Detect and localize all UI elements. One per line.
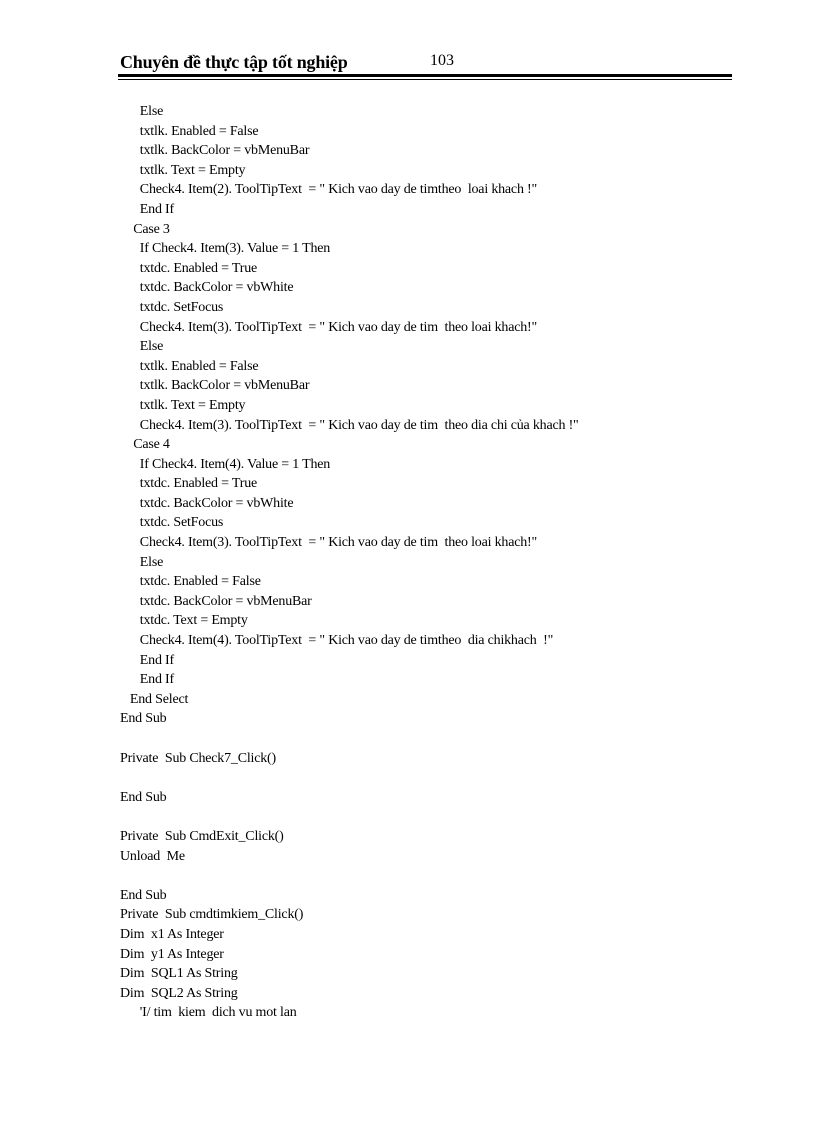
code-line [120, 768, 732, 788]
code-line: End Select [120, 691, 189, 707]
header-rule-thick [118, 74, 732, 77]
code-line: txtdc. Enabled = True [120, 260, 258, 276]
code-line: txtdc. SetFocus [120, 515, 224, 531]
code-line: txtdc. BackColor = vbWhite [120, 495, 294, 511]
code-line: End If [120, 672, 174, 688]
page-number: 103 [430, 52, 454, 69]
code-line: End If [120, 652, 174, 668]
code-line: txtlk. Enabled = False [120, 358, 259, 374]
code-line: If Check4. Item(3). Value = 1 Then [120, 241, 331, 257]
code-line: Unload Me [120, 848, 185, 864]
code-line: txtdc. Text = Empty [120, 613, 248, 629]
code-line: End Sub [120, 887, 167, 903]
code-listing [120, 102, 732, 1023]
code-line: Check4. Item(3). ToolTipText = " Kich vao day de tim theo dia chi của khach !" [120, 417, 579, 433]
code-line: End If [120, 201, 174, 217]
code-line: Dim y1 As Integer [120, 946, 224, 962]
header-title: Chuyên đề thực tập tốt nghiệp [120, 52, 348, 72]
code-line: txtlk. BackColor = vbMenuBar [120, 143, 310, 159]
code-line: Check4. Item(3). ToolTipText = " Kich vao day de tim theo loai khach!" [120, 535, 538, 551]
code-line: Dim SQL1 As String [120, 966, 238, 982]
code-line: Private Sub cmdtimkiem_Click() [120, 907, 304, 923]
code-line: Else [120, 554, 164, 570]
code-line: txtlk. Text = Empty [120, 162, 246, 178]
code-line: If Check4. Item(4). Value = 1 Then [120, 456, 331, 472]
code-line: txtdc. Enabled = True [120, 476, 258, 492]
code-line: Check4. Item(3). ToolTipText = " Kich vao day de tim theo loai khach!" [120, 319, 538, 335]
code-line: txtdc. SetFocus [120, 299, 224, 315]
code-line: txtlk. Text = Empty [120, 397, 246, 413]
code-line: Dim x1 As Integer [120, 926, 224, 942]
code-line: End Sub [120, 789, 167, 805]
code-line: txtlk. Enabled = False [120, 123, 259, 139]
code-line: Else [120, 104, 164, 119]
code-line [120, 729, 732, 749]
page-header [120, 52, 732, 76]
code-line: End Sub [120, 711, 167, 727]
code-line: Case 3 [120, 221, 170, 237]
code-line: Check4. Item(4). ToolTipText = " Kich vao day de timtheo dia chikhach !" [120, 633, 554, 649]
code-line: Private Sub CmdExit_Click() [120, 828, 284, 844]
code-line: Private Sub Check7_Click() [120, 750, 276, 766]
code-line: Case 4 [120, 437, 170, 453]
code-line [120, 866, 732, 886]
code-line: txtdc. BackColor = vbWhite [120, 280, 294, 296]
header-rule-thin [118, 79, 732, 80]
code-line: Dim SQL2 As String [120, 985, 238, 1001]
code-line: txtdc. BackColor = vbMenuBar [120, 593, 312, 609]
code-line: txtlk. BackColor = vbMenuBar [120, 378, 310, 394]
code-line: Check4. Item(2). ToolTipText = " Kich vao day de timtheo loai khach !" [120, 182, 538, 198]
code-line: txtdc. Enabled = False [120, 574, 261, 590]
code-line: Else [120, 339, 164, 355]
code-line [120, 807, 732, 827]
code-line: 'I/ tim kiem dich vu mot lan [120, 1005, 297, 1021]
